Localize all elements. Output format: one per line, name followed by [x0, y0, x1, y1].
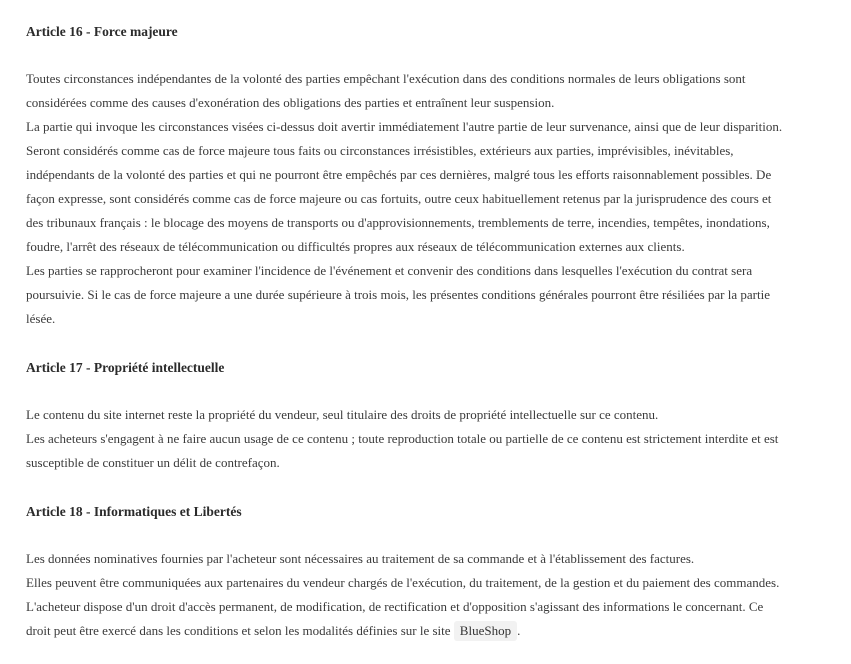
article-16-line: Toutes circonstances indépendantes de la volonté des parties empêchant l'exécution dans des conditions normales de leurs obligations sont [26, 71, 746, 86]
blueshop-link[interactable]: BlueShop [454, 621, 517, 641]
article-17-body [26, 403, 842, 475]
article-18-title: Article 18 - Informatiques et Libertés [26, 504, 242, 519]
article-16-title: Article 16 - Force majeure [26, 24, 178, 39]
article-17-line: Le contenu du site internet reste la propriété du vendeur, seul titulaire des droits de propriété intellectuelle sur ce contenu. [26, 407, 659, 422]
article-18-last-line-text: droit peut être exercé dans les conditions et selon les modalités définies sur le site [26, 623, 451, 638]
article-16-line: foudre, l'arrêt des réseaux de télécommunication ou difficultés propres aux réseaux de télécommunication externes aux clients. [26, 239, 685, 254]
article-17-line: Les acheteurs s'engagent à ne faire aucun usage de ce contenu ; toute reproduction totale ou partielle de ce contenu est strictement interdite et est [26, 431, 779, 446]
article-18-last-line [26, 619, 842, 643]
article-16-line: Les parties se rapprocheront pour examiner l'incidence de l'événement et convenir des conditions dans lesquelles l'exécution du contrat sera [26, 263, 753, 278]
article-16-line: lésée. [26, 311, 56, 326]
article-16-body [26, 67, 842, 331]
article-18-line: L'acheteur dispose d'un droit d'accès permanent, de modification, de rectification et d'opposition s'agissant des informations le concernant. Ce [26, 599, 764, 614]
article-18-line: Elles peuvent être communiquées aux partenaires du vendeur chargés de l'exécution, du traitement, de la gestion et du paiement des commandes. [26, 575, 780, 590]
article-16-line: considérées comme des causes d'exonération des obligations des parties et entraînent leur suspension. [26, 95, 555, 110]
article-18-line: Les données nominatives fournies par l'acheteur sont nécessaires au traitement de sa commande et à l'établissement des factures. [26, 551, 695, 566]
article-16-line: La partie qui invoque les circonstances visées ci-dessus doit avertir immédiatement l'autre partie de leur survenance, ainsi que de leur disparition. [26, 119, 783, 134]
article-18-body [26, 547, 842, 643]
article-16-line: indépendants de la volonté des parties et qui ne pourront être empêchés par ces dernières, malgré tous les efforts raisonnablement possibles. De [26, 167, 772, 182]
article-17-title: Article 17 - Propriété intellectuelle [26, 360, 225, 375]
article-16-line: Seront considérés comme cas de force majeure tous faits ou circonstances irrésistibles, extérieurs aux parties, imprévisibles, inévitables, [26, 143, 734, 158]
article-18-last-line-suffix: . [517, 623, 521, 638]
article-17-line: susceptible de constituer un délit de contrefaçon. [26, 455, 280, 470]
article-16-line: poursuivie. Si le cas de force majeure a une durée supérieure à trois mois, les présentes conditions générales pourront être résiliées par la partie [26, 287, 770, 302]
article-16-line: des tribunaux français : le blocage des moyens de transports ou d'approvisionnements, tremblements de terre, incendies, tempêtes, inondations, [26, 215, 770, 230]
article-16-line: façon expresse, sont considérés comme cas de force majeure ou cas fortuits, outre ceux habituellement retenus par la jurisprudence des cours et [26, 191, 772, 206]
